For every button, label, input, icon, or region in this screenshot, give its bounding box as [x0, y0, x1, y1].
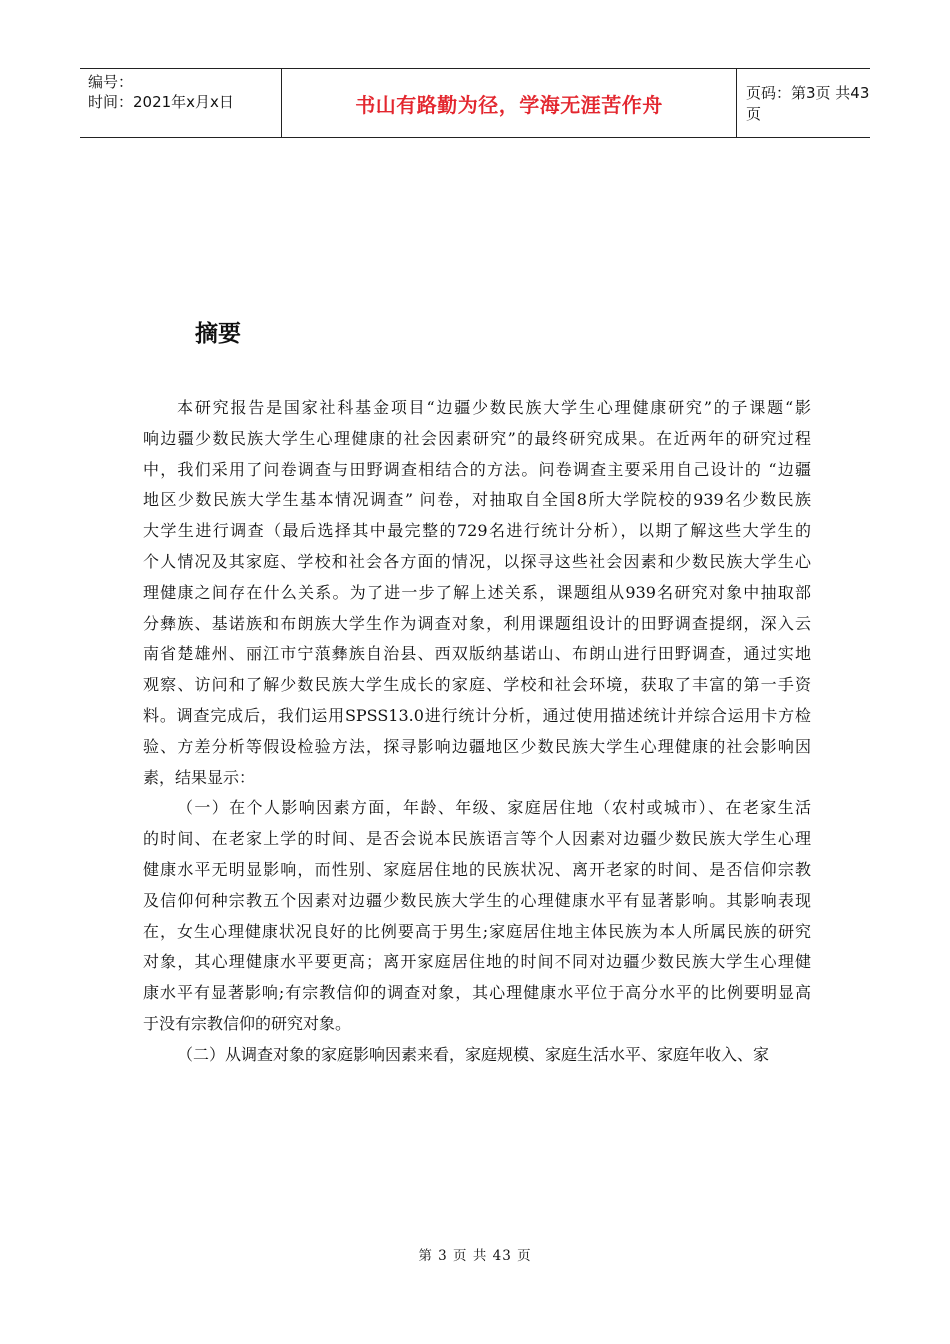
paragraph-line: 个人情况及其家庭、学校和社会各方面的情况，以探寻这些社会因素和少数民族大学生心 — [143, 551, 811, 571]
abstract-body — [143, 393, 811, 1071]
header-motto-cell — [281, 69, 737, 137]
paragraph-line: 料。调查完成后，我们运用SPSS13.0进行统计分析，通过使用描述统计并综合运用卡方检 — [143, 705, 811, 725]
paragraph-line: 理健康之间存在什么关系。为了进一步了解上述关系，课题组从939名研究对象中抽取部 — [143, 582, 811, 602]
paragraph-line: 验、方差分析等假设检验方法，探寻影响边疆地区少数民族大学生心理健康的社会影响因 — [143, 736, 811, 756]
paragraph-line: 分彝族、基诺族和布朗族大学生作为调查对象，利用课题组设计的田野调查提纲，深入云 — [143, 613, 811, 633]
paragraph-line: 在，女生心理健康状况良好的比例要高于男生;家庭居住地主体民族为本人所属民族的研究 — [143, 921, 811, 941]
paragraph-line: 中，我们采用了问卷调查与田野调查相结合的方法。问卷调查主要采用自己设计的 “边疆 — [143, 459, 811, 479]
header-motto: 书山有路勤为径，学海无涯苦作舟 — [355, 92, 663, 117]
paragraph-line: 的时间、在老家上学的时间、是否会说本民族语言等个人因素对边疆少数民族大学生心理 — [143, 829, 811, 849]
paragraph-line: 及信仰何种宗教五个因素对边疆少数民族大学生的心理健康水平有显著影响。其影响表现 — [143, 890, 811, 910]
paragraph — [143, 1040, 811, 1071]
paragraph-line: 健康水平无明显影响，而性别、家庭居住地的民族状况、离开老家的时间、是否信仰宗教 — [143, 859, 811, 879]
paragraph-line: 对象，其心理健康水平要更高；离开家庭居住地的时间不同对边疆少数民族大学生心理健 — [143, 952, 811, 972]
paragraph-line: 康水平有显著影响;有宗教信仰的调查对象，其心理健康水平位于高分水平的比例要明显高 — [143, 983, 811, 1003]
paragraph — [143, 393, 811, 793]
paragraph-line: 素，结果显示： — [143, 767, 256, 787]
page-footer: 第 3 页 共 43 页 — [418, 1248, 532, 1264]
paragraph-line: 观察、访问和了解少数民族大学生成长的家庭、学校和社会环境，获取了丰富的第一手资 — [143, 675, 811, 695]
document-date-label: 时间：2021年x月x日 — [88, 93, 234, 111]
paragraph-line: 响边疆少数民族大学生心理健康的社会因素研究”的最终研究成果。在近两年的研究过程 — [143, 428, 811, 448]
paragraph — [143, 793, 811, 1039]
header-page-cell — [736, 69, 870, 137]
paragraph-line: 大学生进行调查（最后选择其中最完整的729名进行统计分析），以期了解这些大学生的 — [143, 521, 811, 541]
paragraph-line: 地区少数民族大学生基本情况调查” 问卷，对抽取自全国8所大学院校的939名少数民族 — [143, 490, 811, 510]
document-number-label: 编号： — [88, 73, 134, 91]
page-header — [80, 68, 870, 138]
paragraph-line: （二）从调查对象的家庭影响因素来看，家庭规模、家庭生活水平、家庭年收入、家 — [177, 1044, 770, 1064]
header-meta-cell — [80, 69, 280, 137]
paragraph-line: 本研究报告是国家社科基金项目“边疆少数民族大学生心理健康研究”的子课题“影 — [177, 398, 811, 417]
paragraph-line: 南省楚雄州、丽江市宁蒗彝族自治县、西双版纳基诺山、布朗山进行田野调查，通过实地 — [143, 644, 811, 664]
section-title: 摘要 — [195, 321, 241, 347]
paragraph-line: 于没有宗教信仰的研究对象。 — [143, 1013, 352, 1033]
header-page-number: 页码：第3页 共43页 — [746, 84, 870, 123]
paragraph-line: （一）在个人影响因素方面，年龄、年级、家庭居住地（农村或城市）、在老家生活 — [177, 798, 811, 818]
